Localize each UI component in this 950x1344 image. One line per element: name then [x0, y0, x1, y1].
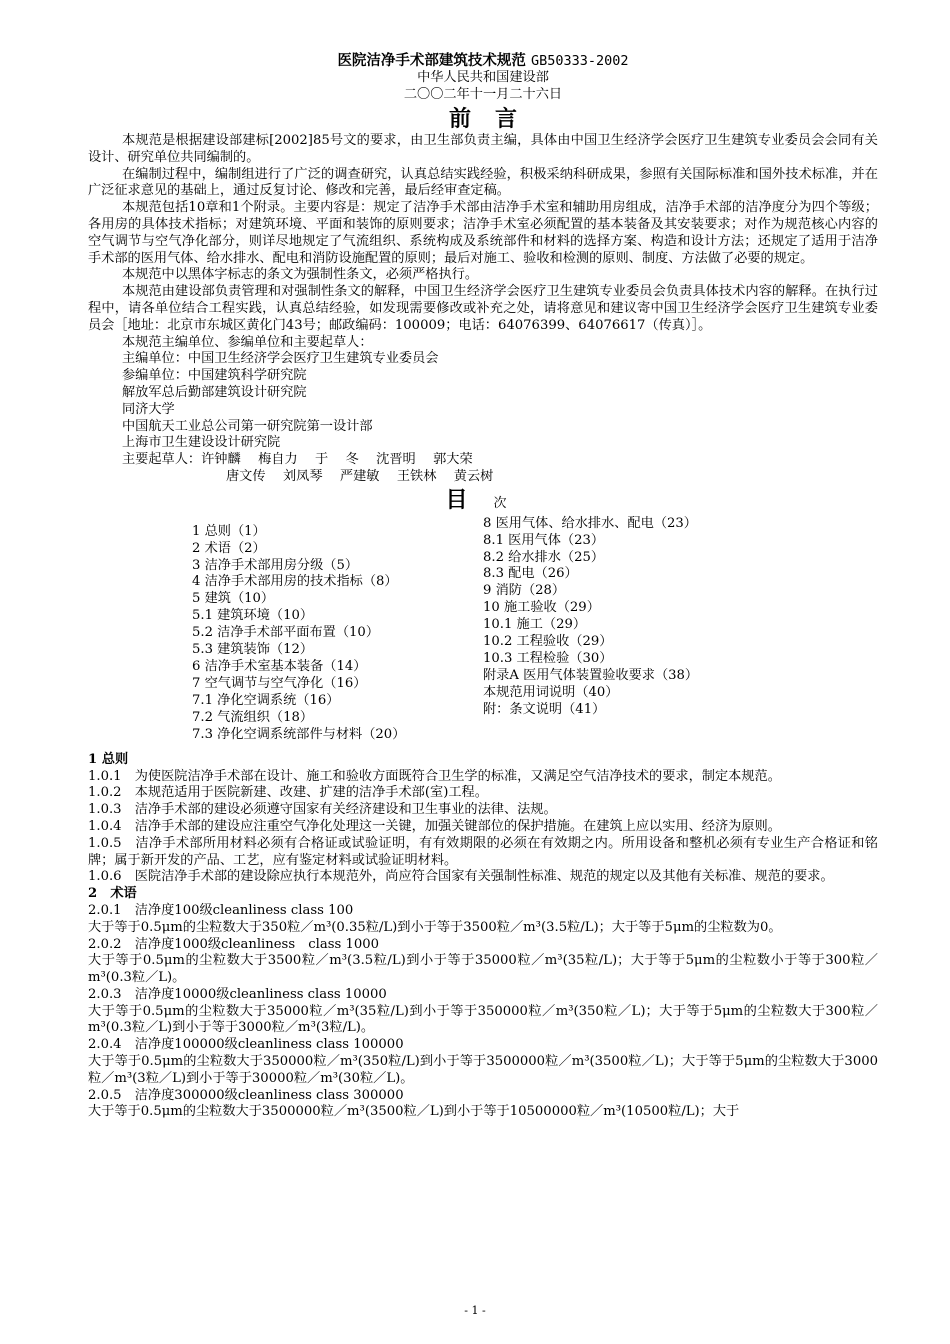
- preface-paragraph-5: 本规范由建设部负责管理和对强制性条文的解释，中国卫生经济学会医疗卫生建筑专业委员会负责具体技术内容的解释。在执行过程中，请各单位结合工程实践，认真总结经验，如发现需要修改或补充之处，请将意见和建议寄中国卫生经济学会医疗卫生建筑专业委员会［地址：北京市东城区黄化门43号；邮政编码：100009；电话：64076399、64076617（传真）］。: [88, 284, 878, 333]
- participating-unit-1: 参编单位：中国建筑科学研究院: [122, 368, 307, 384]
- toc-entry[interactable]: 5.2 洁净手术部平面布置（10）: [192, 625, 380, 641]
- toc-entry[interactable]: 5.1 建筑环境（10）: [192, 608, 314, 624]
- toc-entry[interactable]: 6 洁净手术室基本装备（14）: [192, 658, 367, 674]
- toc-entry[interactable]: 本规范用词说明（40）: [483, 684, 619, 700]
- chapter-1-title: 1 总则: [88, 751, 129, 767]
- toc-entry[interactable]: 8.3 配电（26）: [483, 566, 578, 582]
- term-2-0-1-head: 2.0.1 洁净度100级cleanliness class 100: [88, 902, 354, 918]
- toc-entry[interactable]: 8.1 医用气体（23）: [483, 532, 605, 548]
- drafters-label: 主要起草人：: [122, 452, 202, 468]
- preface-paragraph-2: 在编制过程中，编制组进行了广泛的调查研究，认真总结实践经验，积极采纳科研成果，参照有关国际标准和国外技术标准，并在广泛征求意见的基础上，通过反复讨论、修改和完善，最后经审查定稿。: [88, 166, 878, 199]
- toc-entry[interactable]: 7.2 气流组织（18）: [192, 709, 314, 725]
- preface-paragraph-1: 本规范是根据建设部建标[2002]85号文的要求，由卫生部负责主编，具体由中国卫生经济学会医疗卫生建筑专业委员会会同有关设计、研究单位共同编制的。: [88, 133, 878, 165]
- clause-1-0-4: 1.0.4 洁净手术部的建设应注重空气净化处理这一关键，加强关键部位的保护措施。在建筑上应以实用、经济为原则。: [88, 818, 781, 834]
- participating-unit-4: 中国航天工业总公司第一研究院第一设计部: [122, 418, 373, 434]
- toc-entry[interactable]: 7.1 净化空调系统（16）: [192, 692, 340, 708]
- preface-heading: 前言: [448, 106, 541, 132]
- toc-entry[interactable]: 10 施工验收（29）: [483, 600, 600, 616]
- toc-heading: [74, 486, 878, 518]
- toc-entry[interactable]: 5.3 建筑装饰（12）: [192, 642, 314, 658]
- toc-entry[interactable]: 8.2 给水排水（25）: [483, 549, 605, 565]
- preface-paragraph-4: 本规范中以黑体字标志的条文为强制性条文，必须严格执行。: [122, 267, 479, 283]
- clause-1-0-2: 1.0.2 本规范适用于医院新建、改建、扩建的洁净手术部(室)工程。: [88, 785, 488, 801]
- participating-unit-2: 解放军总后勤部建筑设计研究院: [122, 384, 307, 400]
- toc-entry[interactable]: 9 消防（28）: [483, 583, 566, 599]
- issue-date: 二〇〇二年十一月二十六日: [403, 86, 563, 102]
- participating-unit-5: 上海市卫生建设设计研究院: [122, 435, 281, 451]
- clause-1-0-3: 1.0.3 洁净手术部的建设必须遵守国家有关经济建设和卫生事业的法律、法规。: [88, 802, 557, 818]
- chapter-2: [88, 886, 878, 1121]
- title-text: 医院洁净手术部建筑技术规范: [337, 52, 526, 69]
- term-2-0-5-head: 2.0.5 洁净度300000级cleanliness class 300000: [88, 1087, 404, 1103]
- term-2-0-4-text: 大于等于0.5μm的尘粒数大于350000粒／m³(350粒/L)到小于等于3500000粒／m³(3500粒／L)；大于等于5μm的尘粒数大于3000粒／m³(3粒／L)到小于等于30000粒／m³(30粒／L)。: [88, 1054, 878, 1086]
- term-2-0-3-text: 大于等于0.5μm的尘粒数大于35000粒／m³(35粒/L)到小于等于350000粒／m³(350粒／L)；大于等于5μm的尘粒数大于300粒／m³(0.3粒／L)到小于等于3000粒／m³(3粒/L)。: [88, 1003, 878, 1036]
- term-2-0-5-text: 大于等于0.5μm的尘粒数大于3500000粒／m³(3500粒／L)到小于等于10500000粒／m³(10500粒/L)；大于: [88, 1104, 740, 1120]
- toc-entry[interactable]: 10.1 施工（29）: [483, 617, 587, 633]
- toc-entry[interactable]: 7 空气调节与空气净化（16）: [192, 675, 367, 691]
- clause-1-0-5: 1.0.5 洁净手术部所用材料必须有合格证或试验证明，有有效期限的必须在有效期之内。所用设备和整机必须有专业生产合格证和铭牌；属于新开发的产品、工艺，应有鉴定材料或试验证明材料。: [88, 835, 878, 868]
- preface-paragraph-6: 本规范主编单位、参编单位和主要起草人：: [122, 334, 373, 350]
- drafters-line-2: 唐文传 刘凤琴 严建敏 王铁林 黄云树: [226, 468, 494, 484]
- term-2-0-4-head: 2.0.4 洁净度100000级cleanliness class 100000: [88, 1037, 404, 1053]
- toc-right-column: [483, 516, 698, 719]
- drafters: [88, 452, 878, 469]
- toc-entry[interactable]: 附：条文说明（41）: [483, 701, 606, 717]
- term-2-0-2-head: 2.0.2 洁净度1000级cleanliness class 1000: [88, 936, 380, 952]
- issuer: 中华人民共和国建设部: [417, 70, 549, 85]
- toc-entry[interactable]: 10.3 工程检验（30）: [483, 650, 613, 666]
- toc-entry[interactable]: 5 建筑（10）: [192, 591, 275, 607]
- participating-unit-3: 同济大学: [122, 401, 175, 417]
- page-number: - 1 -: [464, 1304, 486, 1317]
- document-page: [88, 52, 878, 1121]
- chapter-1: [88, 752, 878, 886]
- drafters-line-1: 许钟麟 梅自力 于 冬 沈晋明 郭大荣: [201, 452, 473, 468]
- term-2-0-1-text: 大于等于0.5μm的尘粒数大于350粒／m³(0.35粒/L)到小于等于3500粒／m³(3.5粒/L)；大于等于5μm的尘粒数为0。: [88, 919, 782, 935]
- toc-entry[interactable]: 3 洁净手术部用房分级（5）: [192, 557, 359, 573]
- toc-entry[interactable]: 附录A 医用气体装置验收要求（38）: [483, 667, 699, 683]
- toc-left-column: [192, 524, 405, 744]
- chief-editor-unit: 主编单位：中国卫生经济学会医疗卫生建筑专业委员会: [122, 351, 439, 367]
- preface-paragraph-3: 本规范包括10章和1个附录。主要内容是：规定了洁净手术部由洁净手术室和辅助用房组成，洁净手术部的洁净度分为四个等级；各用房的具体技术指标；对建筑环境、平面和装饰的原则要求；洁净手术室必须配置的基本装备及其安装要求；对作为规范核心内容的空气调节与空气净化部分，则详尽地规定了气流组织、系统构成及系统部件和材料的选择方案、构造和设计方法；还规定了适用于洁净手术部的医用气体、给水排水、配电和消防设施配置的原则；最后对施工、验收和检测的原则、制度、方法做了必要的规定。: [88, 200, 878, 266]
- clause-1-0-6: 1.0.6 医院洁净手术部的建设除应执行本规范外，尚应符合国家有关强制性标准、规范的规定以及其他有关标准、规范的要求。: [88, 869, 834, 885]
- chapter-2-title: 2 术语: [88, 886, 137, 902]
- clause-1-0-1: 1.0.1 为使医院洁净手术部在设计、施工和验收方面既符合卫生学的标准，又满足空气洁净技术的要求，制定本规范。: [88, 768, 781, 784]
- table-of-contents: [88, 515, 878, 742]
- toc-heading-big: 目: [445, 486, 468, 513]
- toc-entry[interactable]: 7.3 净化空调系统部件与材料（20）: [192, 726, 406, 742]
- term-2-0-3-head: 2.0.3 洁净度10000级cleanliness class 10000: [88, 986, 387, 1002]
- term-2-0-2-text: 大于等于0.5μm的尘粒数大于3500粒／m³(3.5粒/L)到小于等于35000粒／m³(35粒/L)；大于等于5μm的尘粒数小于等于300粒／m³(0.3粒／L)。: [88, 953, 878, 986]
- standard-code: GB50333-2002: [531, 53, 629, 69]
- toc-entry[interactable]: 4 洁净手术部用房的技术指标（8）: [192, 574, 398, 590]
- toc-entry[interactable]: 1 总则（1）: [192, 523, 266, 539]
- document-title: [88, 52, 878, 70]
- toc-heading-small: 次: [493, 495, 507, 511]
- toc-entry[interactable]: 2 术语（2）: [192, 540, 266, 556]
- toc-entry[interactable]: 10.2 工程验收（29）: [483, 634, 613, 650]
- toc-entry[interactable]: 8 医用气体、给水排水、配电（23）: [483, 515, 697, 531]
